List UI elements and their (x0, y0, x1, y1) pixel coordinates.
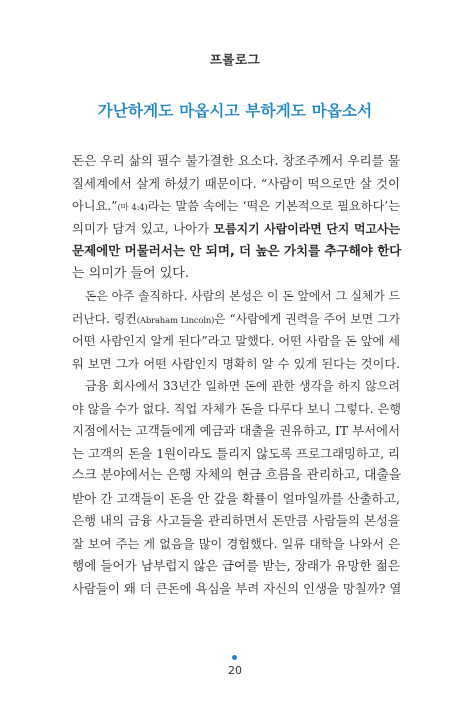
text-span: 러난다. 링컨 (72, 311, 137, 326)
text-line (72, 150, 400, 173)
text-span: 돈은 아주 솔직하다. 사람의 본성은 이 돈 앞에서 그 실체가 드 (85, 289, 400, 303)
emphasis-text: 모름지기 사람이라면 단지 먹고사는 (213, 221, 401, 236)
text-line (72, 353, 400, 376)
text-line (72, 330, 400, 353)
text-span: 야 않을 수가 없다. 직업 자체가 돈을 다루다 보니 그렇다. 은행 (72, 401, 402, 416)
text-span: 어떤 사람인지 알게 된다”라고 말했다. 어떤 사람을 돈 앞에 세 (72, 334, 400, 348)
text-line (72, 420, 400, 443)
text-line (72, 263, 400, 286)
emphasis-text: 문제에만 머물러서는 안 되며, 더 높은 가치를 추구해야 한다 (72, 243, 402, 258)
body-text (72, 150, 400, 600)
text-line (72, 375, 400, 398)
chapter-label: 프롤로그 (209, 52, 261, 67)
text-line (72, 578, 400, 601)
text-span: 금융 회사에서 33년간 일하면 돈에 관한 생각을 하지 않으려 (85, 379, 400, 393)
text-span: 돈은 우리 삶의 필수 불가결한 요소다. 창조주께서 우리를 물 (72, 153, 401, 168)
text-span: 지점에서는 고객들에게 예금과 대출을 권유하고, IT 부서에서 (72, 423, 400, 438)
text-span: 는 고객의 돈을 1원이라도 틀리지 않도록 프로그래밍하고, 리 (72, 445, 400, 461)
page-number: 20 (228, 664, 242, 677)
text-line (72, 510, 400, 533)
text-span: 잘 보여 주는 게 없음을 많이 경험했다. 일류 대학을 나와서 은 (72, 536, 400, 551)
text-line (72, 285, 400, 308)
text-line (72, 308, 400, 331)
text-span: 스크 분야에서는 은행 자체의 현금 흐름을 관리하고, 대출을 (72, 468, 402, 483)
text-span: 아니요.” (72, 199, 118, 213)
text-span: 받아 간 고객들이 돈을 안 갚을 확률이 얼마일까를 산출하고, (72, 490, 401, 506)
name-reference: (Abraham Lincoln) (136, 315, 215, 326)
text-span: 의미가 담겨 있고, 나아가 (72, 220, 214, 236)
page-marker-dot (232, 655, 237, 660)
text-line (72, 218, 400, 241)
text-line (72, 465, 400, 488)
text-span: 행에 들어가 남부럽지 않은 급여를 받는, 장래가 유망한 젊은 (72, 558, 401, 573)
text-span: 워 보면 그가 어떤 사람인지 명확히 알 수 있게 된다는 것이다. (72, 356, 400, 371)
text-line (72, 240, 400, 263)
text-span: 라는 말씀 속에는 ‘떡은 기본적으로 필요하다’는 (147, 199, 401, 213)
text-span: 은 “사람에게 권력을 주어 보면 그가 (214, 311, 401, 326)
scripture-reference: (마 4:4) (117, 203, 148, 213)
text-line (72, 488, 400, 511)
text-line (72, 443, 400, 466)
text-line (72, 533, 400, 556)
text-line (72, 555, 400, 578)
text-line (72, 398, 400, 421)
text-span: 는 의미가 들어 있다. (72, 265, 189, 281)
page-title: 가난하게도 마옵시고 부하게도 마옵소서 (97, 102, 373, 120)
text-line (72, 173, 400, 196)
text-span: 은행 내의 금융 사고들을 관리하면서 돈만큼 사람들의 본성을 (72, 513, 400, 528)
text-span: 질세계에서 살게 하셨기 때문이다. “사람이 떡으로만 살 것이 (72, 175, 400, 191)
text-line (72, 195, 400, 218)
text-span: 사람들이 왜 더 큰돈에 욕심을 부려 자신의 인생을 망칠까? 열 (72, 580, 402, 596)
